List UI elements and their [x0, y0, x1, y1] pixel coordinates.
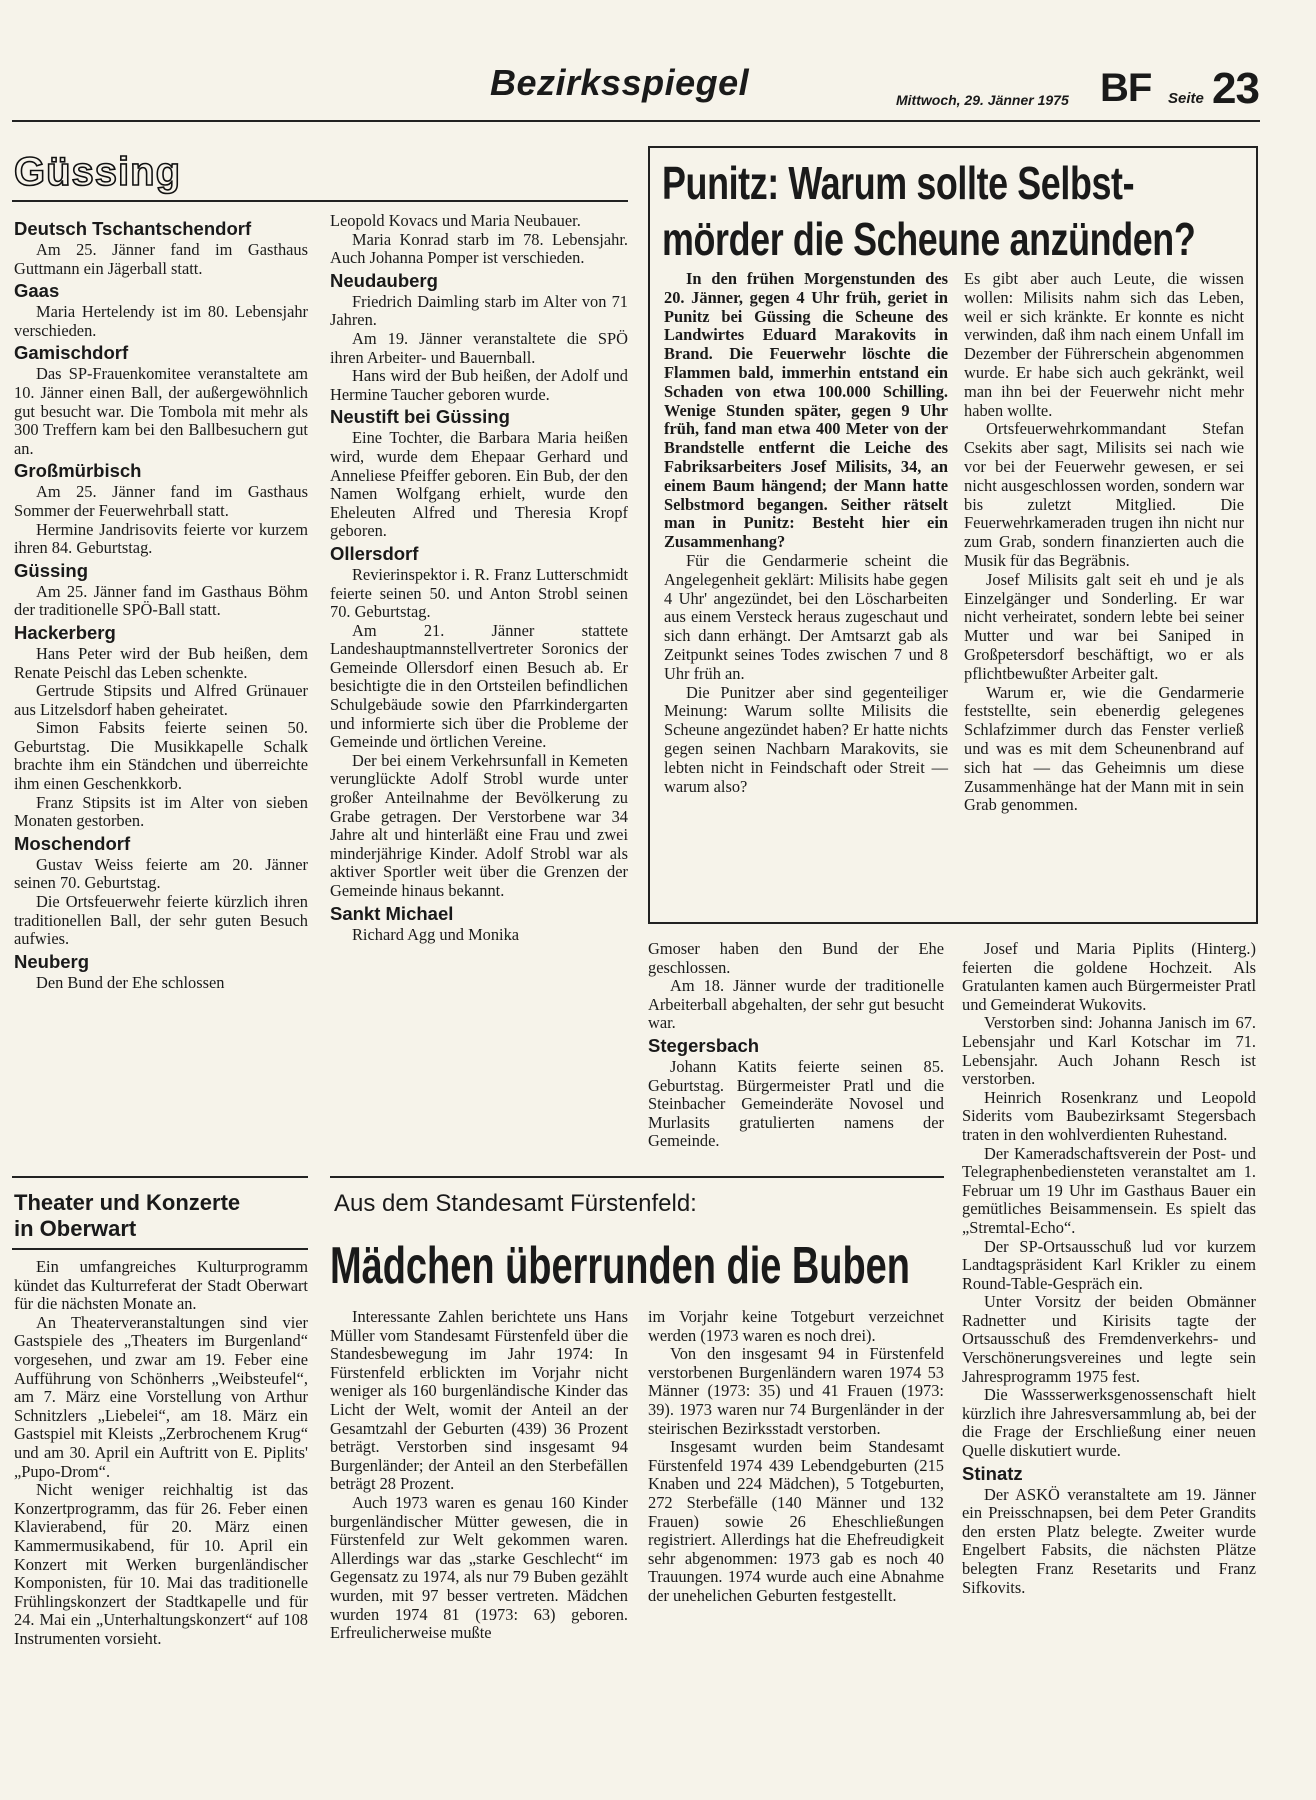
- article-paragraph: Insgesamt wurden beim Standesamt Fürstenfeld 1974 439 Lebendgeburten (215 Knaben und 224 Mädchen), 5 Totgeburten, 272 Sterbefälle (140 Männer und 132 Frauen) sowie 26 Eheschließungen registriert. Allerdings hat die Ehefreudigkeit sehr abgenommen: 1973 gab es noch 40 Trauungen. 1974 wurde auch eine Abnahme der unehelichen Geburten festgestellt.: [648, 1437, 944, 1605]
- article-paragraph: Gustav Weiss feierte am 20. Jänner seinen 70. Geburtstag.: [14, 854, 308, 893]
- article-paragraph: Die Punitzer aber sind gegenteiliger Meinung: Warum sollte Milisits die Scheune angezündet haben? Er hatte nichts gegen seinen Nachbarn Marakovits, sie lebten nicht in Feindschaft oder Streit — warum also?: [664, 682, 948, 796]
- locality-heading: Hackerberg: [14, 621, 116, 643]
- article-paragraph: An Theaterveranstaltungen sind vier Gastspiele des „Theaters im Burgenland“ vorgesehen, und zwar am 19. Feber eine Aufführung von Schönherrs „Weibsteufel“, am 7. März eine Vorstellung von Arthur Schnitzlers „Liebelei“, am 18. März ein Gastspiel mit Kleists „Zerbrochenem Krug“ und am 30. April ein Auftritt von E. Piplits' „Pupo-Drom“.: [14, 1312, 308, 1481]
- masthead-rule: [12, 120, 1260, 122]
- locality-heading: Neudauberg: [330, 269, 438, 291]
- masthead-logo: BF: [1100, 66, 1152, 110]
- article-paragraph: Ein umfangreiches Kulturprogramm kündet das Kulturreferat der Stadt Oberwart für die nächsten Monate an.: [14, 1257, 308, 1314]
- locality-heading: Deutsch Tschantschendorf: [14, 218, 252, 239]
- locality-heading: Stinatz: [962, 1462, 1023, 1484]
- article-paragraph: Warum er, wie die Gendarmerie feststellte, sein ebenerdig gelegenes Schlafzimmer durch das Fenster verließ und was es mit dem Scheunenbrand auf sich hat — das Geheimnis um diese Zusammenhänge hat der Mann mit in sein Grab genommen.: [964, 682, 1244, 815]
- locality-heading: Großmürbisch: [14, 460, 142, 482]
- article-paragraph: Hans wird der Bub heißen, der Adolf und Hermine Taucher geboren wurde.: [330, 366, 628, 404]
- article-paragraph: Hans Peter wird der Bub heißen, dem Renate Peischl das Leben schenkte.: [14, 643, 308, 682]
- article-paragraph: Unter Vorsitz der beiden Obmänner Radnetter und Kirisits tagte der Ortsausschuß des Fremdenverkehrs- und Verschönerungsvereines und legte sein Jahresprogramm 1975 fest.: [962, 1292, 1256, 1386]
- locality-heading: Sankt Michael: [330, 902, 454, 924]
- article-paragraph: Am 21. Jänner stattete Landeshauptmannstellvertreter Soronics der Gemeinde Ollersdorf einen Besuch ab. Er besichtigte die in den Ortsteilen befindlichen Schulgebäude sowie den Pfarrkindergarten und informierte sich über die Probleme der Gemeinde und örtlichen Vereine.: [330, 620, 628, 752]
- section-title: Güssing: [14, 150, 182, 194]
- article-paragraph: Hermine Jandrisovits feierte vor kurzem ihren 84. Geburtstag.: [14, 519, 308, 558]
- theater-headline-line-2: in Oberwart: [14, 1216, 137, 1241]
- article-paragraph: Gertrude Stipsits und Alfred Grünauer aus Litzelsdorf haben geheiratet.: [14, 681, 308, 719]
- article-paragraph: Das SP-Frauenkomitee veranstaltete am 10. Jänner einen Ball, der außergewöhnlich gut besucht war. Die Tombola mit mehr als 300 Treffern kam bei den Ballbesuchern gut an.: [14, 364, 308, 458]
- article-paragraph: Leopold Kovacs und Maria Neubauer.: [330, 211, 581, 230]
- article-paragraph: Franz Stipsits ist im Alter von sieben Monaten gestorben.: [14, 792, 308, 831]
- locality-heading: Neustift bei Güssing: [330, 406, 510, 428]
- locality-heading: Ollersdorf: [330, 542, 419, 564]
- article-paragraph: im Vorjahr keine Totgeburt verzeichnet werden (1973 waren es noch drei).: [648, 1307, 944, 1345]
- theater-rule: [12, 1248, 308, 1250]
- standesamt-column-2: [648, 1308, 944, 1606]
- guessing-column-3: [648, 940, 944, 1151]
- theater-headline-line-1: Theater und Konzerte: [14, 1190, 241, 1215]
- article-paragraph: Eine Tochter, die Barbara Maria heißen wird, wurde dem Ehepaar Gerhard und Anneliese Pfeiffer geboren. Ein Bub, der den Namen Wolfgang erhielt, wurde den Eheleuten Alfred und Theresia Kropf geboren.: [330, 428, 628, 541]
- punitz-column-2: [964, 270, 1244, 815]
- article-paragraph: Gmoser haben den Bund der Ehe geschlossen.: [648, 939, 944, 977]
- theater-column: [14, 1258, 308, 1648]
- article-paragraph: Der SP-Ortsausschuß lud vor kurzem Landtagspräsident Karl Krikler zu einem Round-Table-Gespräch ein.: [962, 1236, 1256, 1293]
- locality-heading: Güssing: [14, 559, 89, 581]
- article-paragraph: Ortsfeuerwehrkommandant Stefan Csekits aber sagt, Milisits sei nach wie vor bei der Feuerwehr gewesen, er sei nicht ausgeschlossen worden, sondern war bis zuletzt Mitglied. Die Feuerwehrkameraden trugen ihn nicht nur zum Grab, sondern finanzierten auch die Musik für das Begräbnis.: [964, 419, 1244, 570]
- article-paragraph: Maria Konrad starb im 78. Lebensjahr. Auch Johanna Pomper ist verschieden.: [330, 229, 628, 268]
- article-paragraph: Der bei einem Verkehrsunfall in Kemeten verunglückte Adolf Strobl wurde unter großer Anteilnahme der Bevölkerung zu Grabe getragen. Der Verstorbene war 34 Jahre alt und hinterläßt eine Frau und zwei minderjährige Kinder. Adolf Strobl war als aktiver Sportler weit über die Grenzen der Gemeinde hinaus bekannt.: [330, 750, 628, 900]
- article-paragraph: Heinrich Rosenkranz und Leopold Siderits vom Baubezirksamt Stegersbach traten in den wohlverdienten Ruhestand.: [962, 1087, 1256, 1144]
- article-paragraph: Die Ortsfeuerwehr feierte kürzlich ihren traditionellen Ball, der sehr guten Besuch aufwies.: [14, 892, 308, 949]
- article-paragraph: Am 25. Jänner fand im Gasthaus Guttmann ein Jägerball statt.: [14, 240, 308, 278]
- article-paragraph: Es gibt aber auch Leute, die wissen wollen: Milisits nahm sich das Leben, weil er sich kränkte. Er konnte es nicht verwinden, daß ihm nach einem Unfall im Dezember der Führerschein abgenommen wurde. Er habe sich auch gekränkt, weil man ihn bei der Feuerwehr nicht mehr haben wollte.: [964, 269, 1244, 420]
- locality-heading: Stegersbach: [648, 1034, 760, 1056]
- article-paragraph: In den frühen Morgenstunden des 20. Jänner, gegen 4 Uhr früh, geriet in Punitz bei Güssing die Scheune des Landwirtes Eduard Marakovits in Brand. Die Feuerwehr löschte die Flammen bald, immerhin entstand ein Schaden von etwa 100.000 Schilling. Wenige Stunden später, gegen 9 Uhr früh, fand man etwa 400 Meter von der Brandstelle entfernt die Leiche des Fabriksarbeiters Josef Milisits, 34, an einem Baum hängend; der Mann hatte Selbstmord begangen. Seither rätselt man in Punitz: Besteht hier ein Zusammenhang?: [664, 269, 948, 552]
- article-paragraph: Am 18. Jänner wurde der traditionelle Arbeiterball abgehalten, der sehr gut besucht war.: [648, 976, 944, 1033]
- article-paragraph: Richard Agg und Monika: [352, 924, 520, 944]
- article-paragraph: Simon Fabsits feierte seinen 50. Geburtstag. Die Musikkapelle Schalk brachte ihm ein Ständchen und überreichte ihm einen Geschenkkorb.: [14, 718, 308, 794]
- punitz-headline-line-1: Punitz: Warum sollte Selbst-: [662, 157, 1135, 209]
- article-paragraph: Der ASKÖ veranstaltete am 19. Jänner ein Preisschnapsen, bei dem Peter Grandits den ersten Platz belegte. Zweiter wurde Engelbert Fabsits, die nächsten Plätze belegten Franz Resetarits und Franz Sifkovits.: [962, 1484, 1256, 1597]
- article-paragraph: Den Bund der Ehe schlossen: [36, 972, 225, 992]
- article-paragraph: Friedrich Daimling starb im Alter von 71 Jahren.: [330, 291, 628, 330]
- article-paragraph: Johann Katits feierte seinen 85. Geburtstag. Bürgermeister Pratl und die Steinbacher Gemeinderäte Novosel und Murlasits gratulierten namens der Gemeinde.: [648, 1056, 944, 1151]
- guessing-column-2: [330, 212, 628, 944]
- article-paragraph: Der Kameradschaftsverein der Post- und Telegraphenbediensteten veranstaltet am 1. Februar um 19 Uhr im Gasthaus Bauer ein gemütliches Beisammensein. Es spielt das „Stremtal-Echo“.: [962, 1143, 1256, 1237]
- article-paragraph: Interessante Zahlen berichtete uns Hans Müller vom Standesamt Fürstenfeld über die Standesbewegung im Jahr 1974: In Fürstenfeld erblickten im Vorjahr nicht weniger als 160 burgenländische Kinder das Licht der Welt, womit der Anteil an der Gesamtzahl der Geburten (439) 36 Prozent beträgt. Verstorben sind insgesamt 94 Burgenländer; der Anteil an den Sterbefällen beträgt 28 Prozent.: [330, 1307, 628, 1494]
- punitz-headline-line-2: mörder die Scheune anzünden?: [662, 213, 1196, 265]
- standesamt-kicker: Aus dem Standesamt Fürstenfeld:: [334, 1190, 697, 1217]
- standesamt-column-1: [330, 1308, 628, 1643]
- article-paragraph: Verstorben sind: Johanna Janisch im 67. Lebensjahr und Karl Kotschar im 71. Lebensjahr. Auch Johann Resch ist verstorben.: [962, 1013, 1256, 1089]
- article-paragraph: Am 25. Jänner fand im Gasthaus Böhm der traditionelle SPÖ-Ball statt.: [14, 581, 308, 620]
- masthead-title: Bezirksspiegel: [490, 62, 750, 103]
- page-number: 23: [1212, 64, 1259, 113]
- standesamt-headline: Mädchen überrunden die Buben: [330, 1237, 910, 1295]
- article-paragraph: Josef Milisits galt seit eh und je als Einzelgänger und Sonderling. Er war nicht verheiratet, sondern lebte bei seiner Mutter und war bei Saniped in Großpetersdorf beschäftigt, wo er als pflichtbewußter Arbeiter galt.: [964, 569, 1244, 683]
- article-paragraph: Am 25. Jänner fand im Gasthaus Sommer der Feuerwehrball statt.: [14, 482, 308, 520]
- masthead-seite-label: Seite: [1168, 90, 1204, 107]
- article-paragraph: Für die Gendarmerie scheint die Angelegenheit geklärt: Milisits habe gegen 4 Uhr' angezündet, bei den Löscharbeiten aus einem Versteck heraus zugeschaut und sich dann erhängt. Der Amtsarzt gab als Zeitpunkt seines Todes zwischen 7 und 8 Uhr früh an.: [664, 550, 948, 683]
- section-rule: [12, 200, 628, 202]
- locality-heading: Gamischdorf: [14, 342, 129, 364]
- lower-rule-mid: [330, 1176, 944, 1178]
- article-paragraph: Die Wassserwerksgenossenschaft hielt kürzlich ihre Jahresversammlung ab, bei der die Frage der Erschließung einer neuen Quelle diskutiert wurde.: [962, 1385, 1256, 1461]
- article-paragraph: Maria Hertelendy ist im 80. Lebensjahr verschieden.: [14, 302, 308, 340]
- article-paragraph: Revierinspektor i. R. Franz Lutterschmidt feierte seinen 50. und Anton Strobl seinen 70. Geburtstag.: [330, 564, 628, 622]
- right-column: [962, 940, 1256, 1597]
- locality-heading: Neuberg: [14, 950, 90, 972]
- punitz-column-1: [664, 270, 948, 796]
- masthead-date: Mittwoch, 29. Jänner 1975: [896, 92, 1069, 108]
- article-paragraph: Von den insgesamt 94 in Fürstenfeld verstorbenen Burgenländern waren 1974 53 Männer (1973: 35) und 41 Frauen (1973: 39). 1973 waren nur 74 Burgenländer in der steirischen Bezirksstadt verstorben.: [648, 1344, 944, 1438]
- locality-heading: Gaas: [14, 280, 60, 302]
- article-paragraph: Am 19. Jänner veranstaltete die SPÖ ihren Arbeiter- und Bauernball.: [330, 328, 628, 367]
- locality-heading: Moschendorf: [14, 832, 131, 854]
- article-paragraph: Auch 1973 waren es genau 160 Kinder burgenländischer Mütter gewesen, die in Fürstenfeld zur Welt gekommen waren. Allerdings war das „starke Geschlecht“ im Gegensatz zu 1974, als nur 79 Buben gezählt wurden, mit 97 besser vertreten. Mädchen wurden 1974 81 (1973: 63) geboren. Erfreulicherweise mußte: [330, 1492, 628, 1643]
- article-paragraph: Josef und Maria Piplits (Hinterg.) feierten die goldene Hochzeit. Als Gratulanten kamen auch Bürgermeister Pratl und Gemeinderat Wukovits.: [962, 939, 1256, 1014]
- article-paragraph: Nicht weniger reichhaltig ist das Konzertprogramm, das für 26. Feber einen Klavierabend, für 20. März einen Kammermusikabend, für 10. April ein Konzert mit Werken burgenländischer Komponisten, für 10. Mai das traditionelle Frühlingskonzert der Stadtkapelle und für 24. Mai ein „Unterhaltungskonzert“ auf 108 Instrumenten vorsieht.: [14, 1480, 308, 1648]
- guessing-column-1: [14, 216, 308, 992]
- lower-rule-left: [12, 1176, 308, 1178]
